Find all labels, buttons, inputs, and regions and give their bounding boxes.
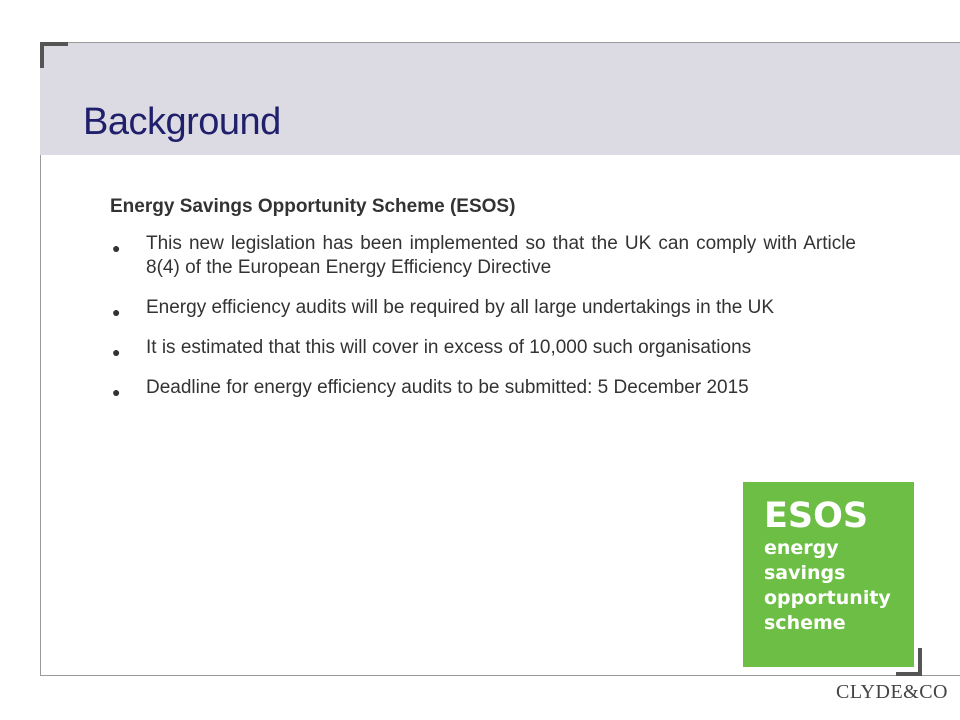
bullet-item [110, 336, 856, 360]
brand-logo: CLYDE&CO [836, 681, 948, 703]
corner-bracket-bottom-right [896, 648, 922, 676]
logo-line: opportunity [764, 587, 891, 609]
bullet-text: Energy efficiency audits will be required by all large undertakings in the UK [146, 297, 775, 318]
corner-bracket-top-left [40, 42, 68, 68]
slide-subtitle: Energy Savings Opportunity Scheme (ESOS) [110, 196, 516, 217]
logo-title: ESOS [764, 496, 869, 536]
bullet-item [110, 376, 856, 400]
bullet-item [110, 296, 856, 320]
esos-logo [743, 482, 914, 667]
bullet-text: It is estimated that this will cover in excess of 10,000 such organisations [146, 337, 752, 358]
slide-title: Background [83, 101, 281, 143]
bullet-text: Deadline for energy efficiency audits to be submitted: 5 December 2015 [146, 377, 749, 398]
logo-line: energy [764, 537, 839, 559]
bullet-icon: ● [112, 240, 121, 256]
bullet-list [110, 232, 856, 400]
bullet-icon: ● [112, 344, 121, 360]
slide-content [110, 196, 856, 416]
bullet-text: This new legislation has been implemented so that the UK can comply with Article 8(4) of the European Energy Efficiency Directive [146, 233, 856, 278]
logo-line: scheme [764, 612, 846, 634]
bullet-item [110, 232, 856, 280]
bullet-icon: ● [112, 304, 121, 320]
logo-line: savings [764, 562, 846, 584]
bullet-icon: ● [112, 384, 121, 400]
